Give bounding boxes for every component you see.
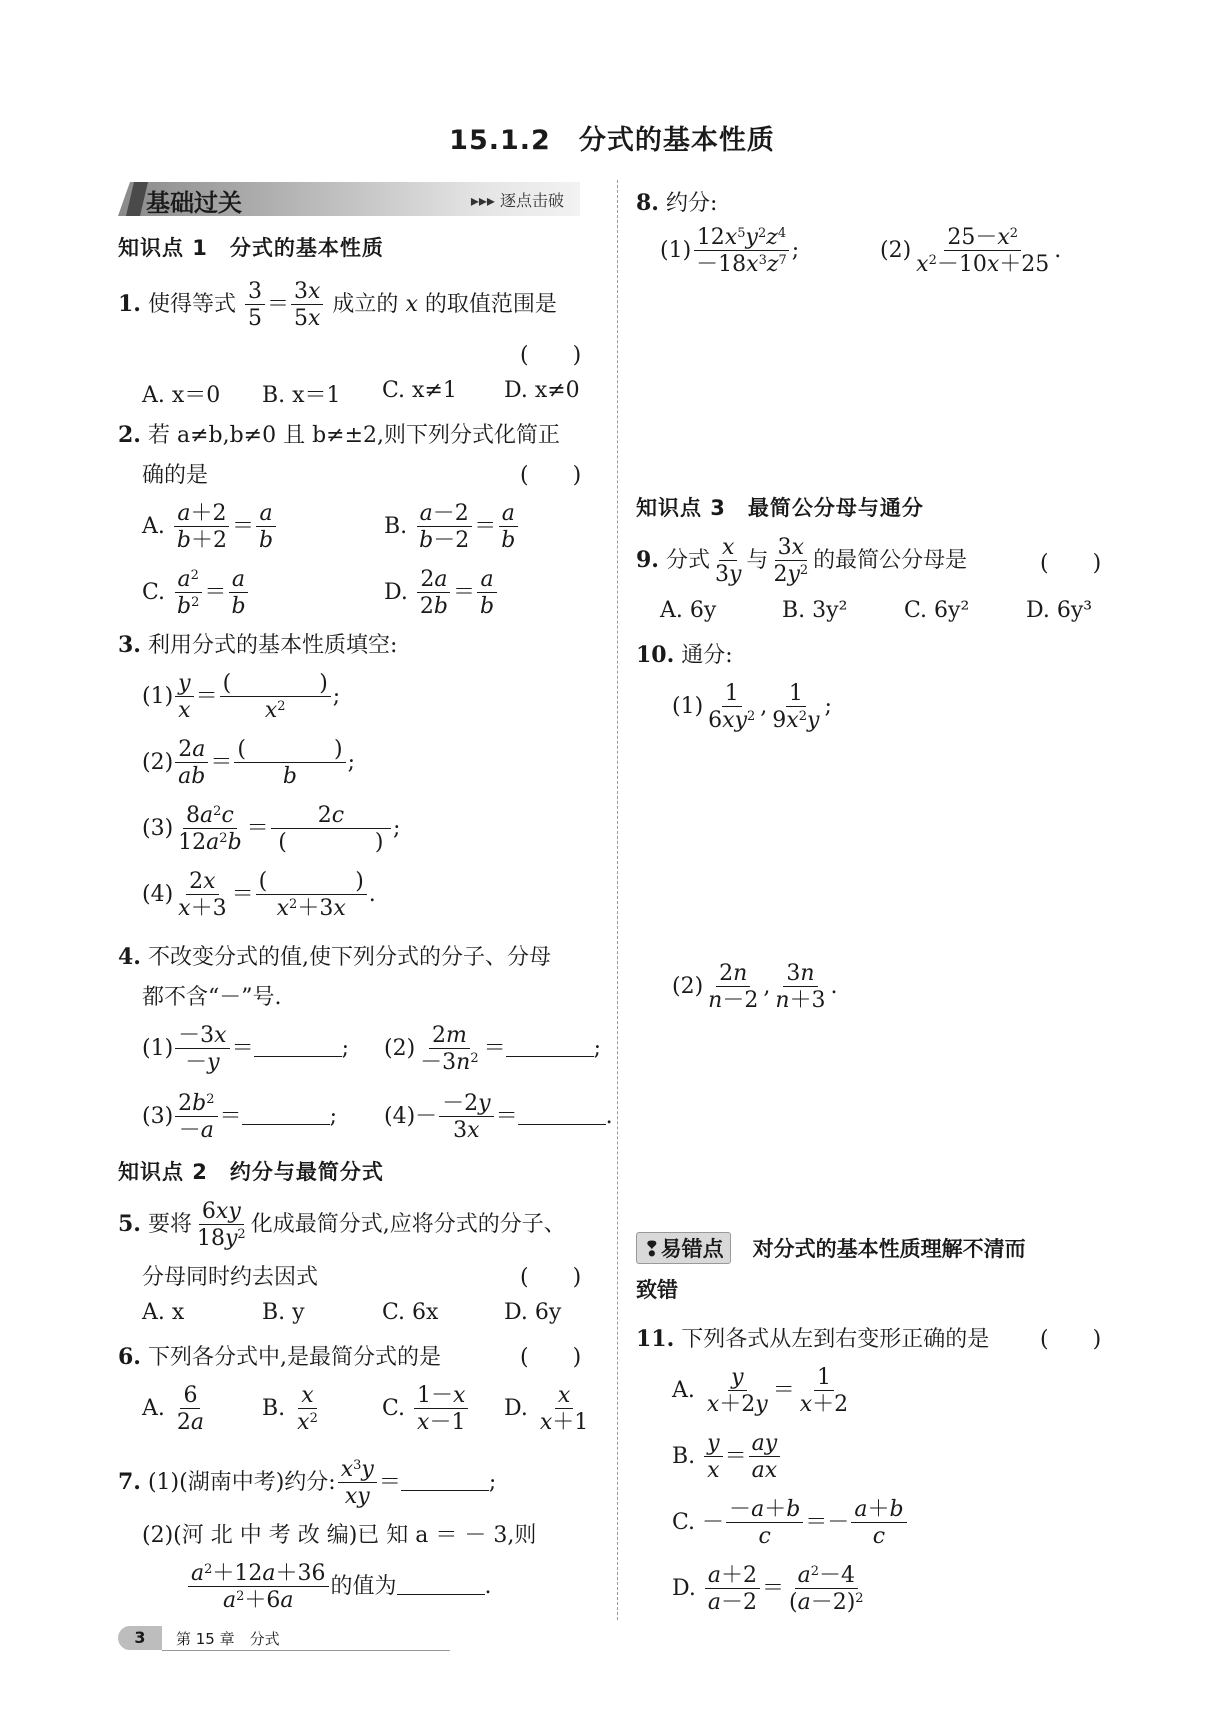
q5-line2: 分母同时约去因式 [142, 1265, 319, 1290]
q1-fraction-left: $\frac{3}{5}$ [245, 280, 265, 330]
q1-number: 1. [118, 291, 141, 318]
banner-label: 基础过关 [146, 189, 242, 217]
q2-answer-paren: ( ) [520, 463, 582, 488]
exclamation-icon: ❢ [643, 1237, 661, 1261]
question-11 [636, 1322, 989, 1353]
q3-part-3: (3) $\frac{8a^2c}{12a^2b}$ ＝ $\frac{2c}{( )}$ ; [142, 803, 401, 856]
page-title: 15.1.2 分式的基本性质 [449, 125, 775, 156]
q2-number: 2. [118, 422, 141, 448]
q1-text-c: 的取值范围是 [424, 292, 557, 318]
q7-part1-text: (1)(湖南中考)约分: [147, 1470, 336, 1496]
q2-option-b: B. $\frac{a-2}{b-2}$ ＝ $\frac{a}{b}$ [384, 502, 520, 552]
q9-answer-paren: ( ) [1040, 551, 1102, 576]
question-8 [636, 186, 717, 217]
q4-part-3: (3) $\frac{2b^2}{-a}$ ＝ ; [142, 1091, 337, 1144]
q4-line1: 不改变分式的值,使下列分式的分子、分母 [147, 945, 551, 970]
q3-number: 3. [118, 632, 141, 658]
q9-option-c: C. 6y² [904, 598, 970, 623]
q5-option-a: A. x [142, 1300, 185, 1325]
question-5: 5. 要将 $\frac{6xy}{18y^2}$ 化成最简分式,应将分式的分子、 [118, 1199, 566, 1252]
q5-option-b: B. y [262, 1300, 305, 1325]
q11-option-d: D. $\frac{a+2}{a-2}$ ＝ $\frac{a^2-4}{(a-2)^2}$ [672, 1563, 864, 1616]
question-3 [118, 628, 397, 659]
question-4 [118, 940, 551, 971]
q11-option-b: B. $\frac{y}{x}$ ＝ $\frac{ay}{ax}$ [672, 1432, 782, 1482]
question-2 [118, 418, 560, 449]
q11-option-a: A. $\frac{y}{x+2y}$ ＝ $\frac{1}{x+2}$ [672, 1365, 849, 1418]
q7-part3-text: 的值为 [330, 1574, 397, 1600]
q2-line2: 确的是 [142, 463, 209, 488]
q3-part-4: (4) $\frac{2x}{x+3}$ ＝ $\frac{( )}{x^2+3x}$ . [142, 869, 376, 922]
q9-option-d: D. 6y³ [1026, 598, 1093, 623]
q1-option-d: D. x≠0 [504, 378, 580, 403]
page-number: 3 [118, 1626, 162, 1650]
q9-number: 9. [636, 547, 659, 574]
q11-number: 11. [636, 1326, 675, 1352]
chapter-label: 第 15 章 分式 [176, 1630, 280, 1648]
knowledge-point-1: 知识点 1 分式的基本性质 [118, 236, 384, 260]
q6-text: 下列各分式中,是最简分式的是 [147, 1345, 441, 1370]
q6-option-d: D. $\frac{x}{x+1}$ [504, 1383, 589, 1436]
question-1: 1. 使得等式 $\frac{3}{5}$ ＝ $\frac{3x}{5x}$ 成立的 x 的取值范围是 [118, 279, 557, 332]
q2-line1: 若 a≠b,b≠0 且 b≠±2,则下列分式化简正 [147, 423, 561, 448]
q3-part-1: (1) $\frac{y}{x}$ ＝ $\frac{( )}{x^2}$ ; [142, 671, 341, 724]
q6-option-a: A. $\frac{6}{2a}$ [142, 1383, 204, 1436]
q7-part2-text: (2)(河 北 中 考 改 编)已 知 a ＝ － 3,则 [142, 1523, 537, 1548]
q6-number: 6. [118, 1344, 141, 1370]
q4-part-2: (2) $\frac{2m}{-3n^2}$ ＝ ; [384, 1023, 602, 1076]
question-7: 7. (1)(湖南中考)约分: $\frac{x^3y}{xy}$ ＝ ; [118, 1457, 497, 1510]
q5-number: 5. [118, 1211, 141, 1238]
q6-option-c: C. $\frac{1-x}{x-1}$ [382, 1384, 470, 1434]
q1-text-a: 使得等式 [147, 292, 236, 318]
pitfall-heading [636, 1232, 1026, 1264]
q8-number: 8. [636, 190, 659, 216]
q8-part-1: (1) $\frac{12x^5y^2z^4}{-18x^3z^7}$ ; [660, 225, 800, 278]
q8-text: 约分: [665, 191, 718, 216]
q9-option-a: A. 6y [660, 598, 717, 623]
q5-answer-paren: ( ) [520, 1265, 582, 1290]
section-banner [118, 182, 580, 216]
q2-option-d: D. $\frac{2a}{2b}$ ＝ $\frac{a}{b}$ [384, 568, 499, 618]
footer-rule [162, 1650, 450, 1651]
q9-text-a: 分式 [665, 548, 710, 574]
q6-option-b: B. $\frac{x}{x^2}$ [262, 1383, 318, 1436]
page-footer [118, 1626, 448, 1652]
q11-answer-paren: ( ) [1040, 1327, 1102, 1352]
q6-answer-paren: ( ) [520, 1345, 582, 1370]
q10-number: 10. [636, 642, 675, 668]
pitfall-line1: 对分式的基本性质理解不清而 [752, 1237, 1026, 1261]
q10-part-1: (1) $\frac{1}{6xy^2}$ , $\frac{1}{9x^2y}$ ; [672, 681, 832, 734]
q4-line2: 都不含“－”号. [142, 985, 282, 1010]
q1-answer-paren: ( ) [520, 343, 582, 368]
column-divider [617, 180, 618, 1620]
knowledge-point-3: 知识点 3 最简公分母与通分 [636, 496, 924, 520]
q7-part2-expression: $\frac{a^2+12a+36}{a^2+6a}$ 的值为 . [186, 1562, 492, 1612]
question-9: 9. 分式 $\frac{x}{3y}$ 与 $\frac{3x}{2y^2}$ 的最简公分母是 [636, 535, 968, 588]
q4-part-1: (1) $\frac{-3x}{-y}$ ＝ ; [142, 1023, 350, 1076]
q1-fraction-right: $\frac{3x}{5x}$ [291, 280, 323, 330]
pitfall-line2: 致错 [636, 1278, 678, 1302]
q9-text-b: 与 [746, 548, 769, 574]
q3-text: 利用分式的基本性质填空: [147, 633, 398, 658]
question-6 [118, 1340, 441, 1371]
q1-option-c: C. x≠1 [382, 378, 457, 403]
q1-option-b: B. x＝1 [262, 383, 341, 408]
q10-part-2: (2) $\frac{2n}{n-2}$ , $\frac{3n}{n+3}$ . [672, 961, 838, 1014]
q1-text-b: 成立的 [332, 292, 399, 318]
q9-text-c: 的最简公分母是 [813, 548, 968, 574]
q1-option-a: A. x＝0 [142, 383, 221, 408]
q3-part-2: (2) $\frac{2a}{ab}$ ＝ $\frac{( )}{b}$ ; [142, 737, 355, 790]
q11-text: 下列各式从左到右变形正确的是 [681, 1327, 990, 1352]
pitfall-badge: ❢易错点 [636, 1232, 731, 1264]
q5-text-b: 化成最简分式,应将分式的分子、 [250, 1212, 566, 1238]
q5-text-a: 要将 [147, 1212, 192, 1238]
q8-part-2: (2) $\frac{25-x^2}{x^2-10x+25}$ . [880, 225, 1062, 278]
q7-number: 7. [118, 1469, 141, 1496]
question-10 [636, 638, 733, 669]
q4-part-4: (4)－ $\frac{-2y}{3x}$ ＝ . [384, 1091, 613, 1144]
q10-text: 通分: [681, 643, 733, 668]
q4-number: 4. [118, 944, 141, 970]
q5-option-c: C. 6x [382, 1300, 439, 1325]
q2-option-a: A. $\frac{a+2}{b+2}$ ＝ $\frac{a}{b}$ [142, 502, 278, 552]
q5-option-d: D. 6y [504, 1300, 562, 1325]
knowledge-point-2: 知识点 2 约分与最简分式 [118, 1160, 384, 1184]
q11-option-c: C. － $\frac{-a+b}{c}$ ＝－ $\frac{a+b}{c}$ [672, 1498, 909, 1548]
banner-sub: ▸▸▸ 逐点击破 [470, 191, 564, 210]
q2-option-c: C. $\frac{a^2}{b^2}$ ＝ $\frac{a}{b}$ [142, 568, 251, 618]
q9-option-b: B. 3y² [782, 598, 848, 623]
